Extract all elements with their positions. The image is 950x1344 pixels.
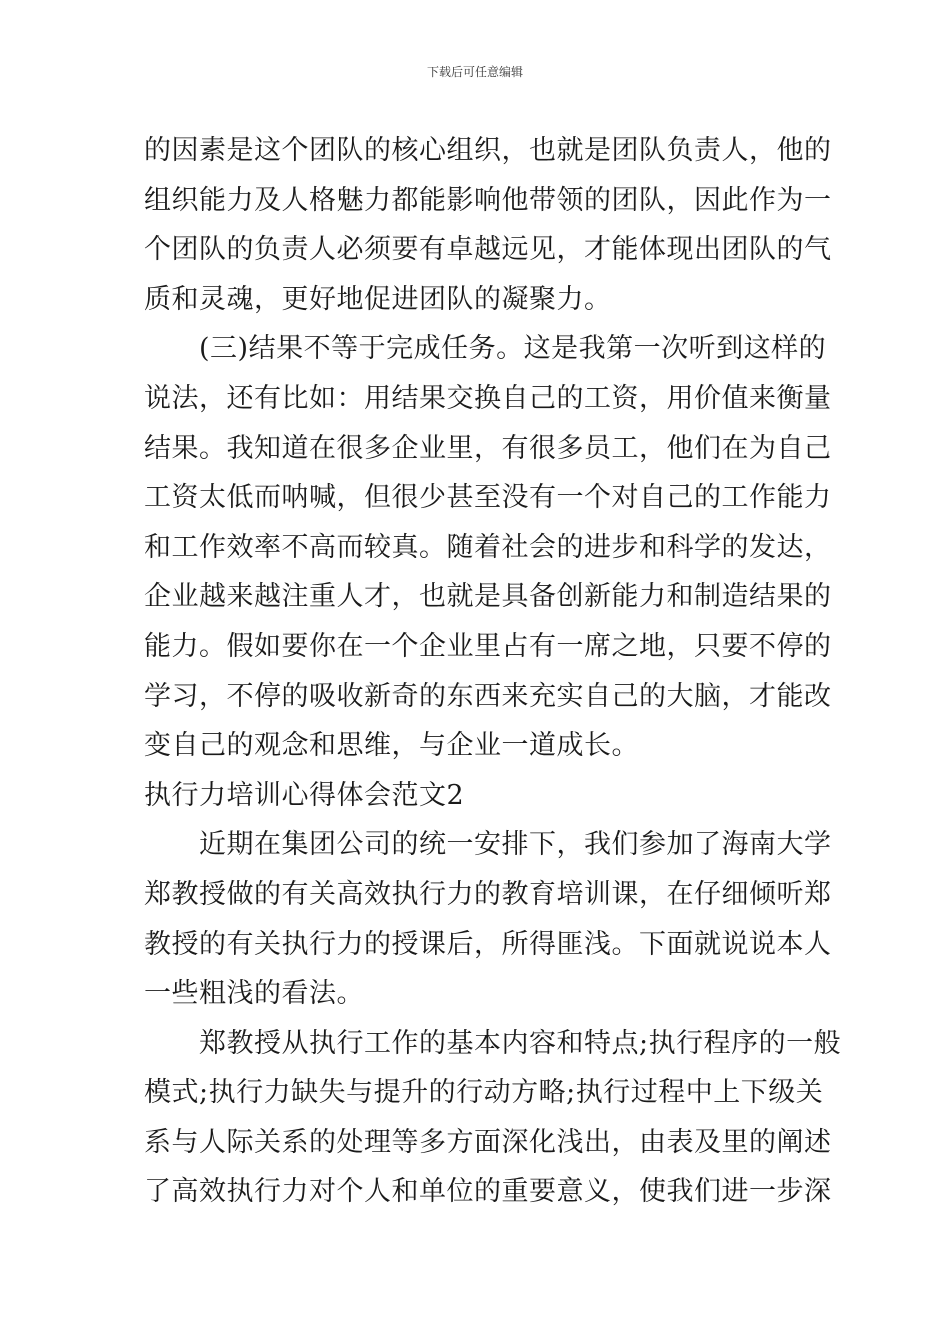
text-line: 说法，还有比如：用结果交换自己的工资，用价值来衡量 <box>144 382 832 414</box>
section-heading <box>144 771 806 821</box>
paragraph-training-content <box>144 1019 842 1217</box>
paragraph-results <box>144 324 832 770</box>
text-line: 结果。我知道在很多企业里，有很多员工，他们在为自己 <box>144 432 832 464</box>
heading-line: 执行力培训心得体会范文2 <box>144 779 465 811</box>
text-line: 企业越来越注重人才，也就是具备创新能力和制造结果的 <box>144 581 832 613</box>
paragraph-team-leader <box>144 126 832 324</box>
text-line: 模式;执行力缺失与提升的行动方略;执行过程中上下级关 <box>144 1077 824 1109</box>
text-line: 质和灵魂，更好地促进团队的凝聚力。 <box>144 283 612 315</box>
text-line: 郑教授做的有关高效执行力的教育培训课，在仔细倾听郑 <box>144 878 832 910</box>
text-line: 一些粗浅的看法。 <box>144 978 364 1010</box>
text-line: 系与人际关系的处理等多方面深化浅出，由表及里的阐述 <box>144 1126 832 1158</box>
text-line: 近期在集团公司的统一安排下，我们参加了海南大学 <box>144 829 832 861</box>
text-line: 和工作效率不高而较真。随着社会的进步和科学的发达， <box>144 531 832 563</box>
text-line: 变自己的观念和思维，与企业一道成长。 <box>144 730 639 762</box>
text-line: 了高效执行力对个人和单位的重要意义，使我们进一步深 <box>144 1176 832 1208</box>
text-line: 郑教授从执行工作的基本内容和特点;执行程序的一般 <box>144 1027 842 1059</box>
document-body <box>144 126 842 1217</box>
text-line: 工资太低而呐喊，但很少甚至没有一个对自己的工作能力 <box>144 482 832 514</box>
paragraph-training-intro <box>144 820 832 1018</box>
text-line: 的因素是这个团队的核心组织，也就是团队负责人，他的 <box>144 135 832 166</box>
text-line: 教授的有关执行力的授课后，所得匪浅。下面就说说本人 <box>144 928 832 960</box>
text-line: 能力。假如要你在一个企业里占有一席之地，只要不停的 <box>144 630 832 662</box>
page-header: 下载后可任意编辑 <box>426 65 523 79</box>
text-line: (三)结果不等于完成任务。这是我第一次听到这样的 <box>144 333 827 365</box>
text-line: 学习，不停的吸收新奇的东西来充实自己的大脑，才能改 <box>144 680 832 712</box>
text-line: 个团队的负责人必须要有卓越远见，才能体现出团队的气 <box>144 234 832 266</box>
text-line: 组织能力及人格魅力都能影响他带领的团队，因此作为一 <box>144 184 832 216</box>
